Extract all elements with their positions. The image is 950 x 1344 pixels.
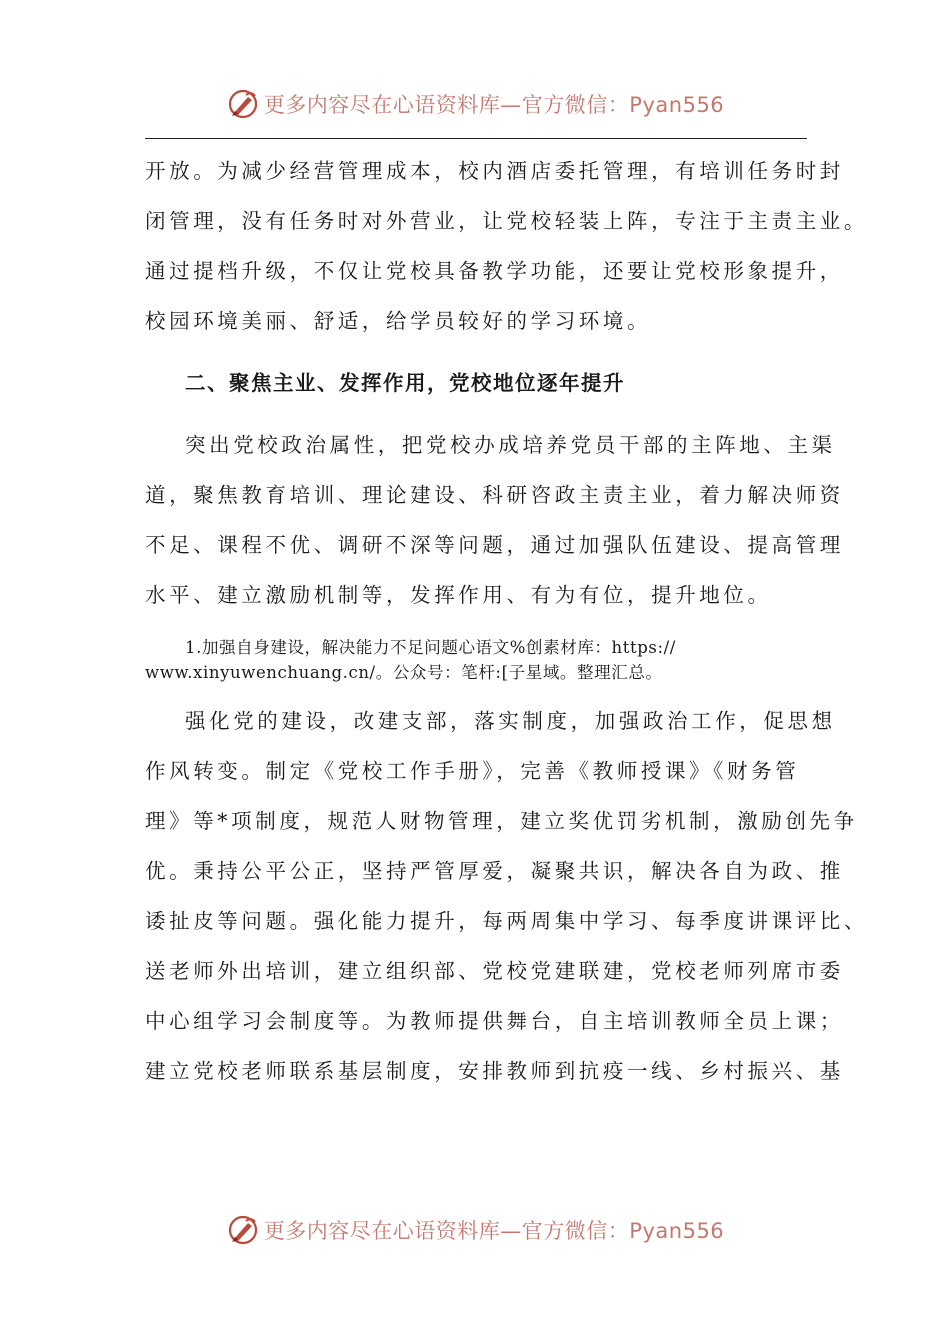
body-line: 闭管理，没有任务时对外营业，让党校轻装上阵，专注于主责主业。 — [145, 209, 868, 233]
body-line: 校园环境美丽、舒适，给学员较好的学习环境。 — [145, 309, 652, 333]
section-heading: 二、聚焦主业、发挥作用，党校地位逐年提升 — [185, 371, 625, 395]
body-line: 诿扯皮等问题。强化能力提升，每两周集中学习、每季度讲课评比、 — [145, 909, 868, 933]
body-line: 送老师外出培训，建立组织部、党校党建联建，党校老师列席市委 — [145, 959, 844, 983]
body-line: 道，聚焦教育培训、理论建设、科研咨政主责主业，着力解决师资 — [145, 483, 844, 507]
footer-banner-text: 更多内容尽在心语资料库—官方微信：Pyan556 — [263, 1219, 725, 1243]
body-line: 优。秉持公平公正，坚持严管厚爱，凝聚共识，解决各自为政、推 — [145, 859, 844, 883]
body-line: 不足、课程不优、调研不深等问题，通过加强队伍建设、提高管理 — [145, 533, 844, 557]
body-line: 强化党的建设，改建支部，落实制度，加强政治工作，促思想 — [185, 709, 836, 733]
header-banner — [0, 84, 950, 124]
body-line: 中心组学习会制度等。为教师提供舞台，自主培训教师全员上课； — [145, 1009, 844, 1033]
body-line: 理》等*项制度，规范人财物管理，建立奖优罚劣机制，激励创先争 — [145, 809, 858, 833]
body-line: 作风转变。制定《党校工作手册》，完善《教师授课》《财务管 — [145, 759, 800, 783]
header-divider — [145, 138, 807, 139]
body-line: 开放。为减少经营管理成本，校内酒店委托管理，有培训任务时封 — [145, 159, 844, 183]
body-line: 水平、建立激励机制等，发挥作用、有为有位，提升地位。 — [145, 583, 772, 607]
pen-nib-logo-icon — [226, 87, 260, 121]
body-line: 通过提档升级，不仅让党校具备教学功能，还要让党校形象提升， — [145, 259, 844, 283]
body-line: 突出党校政治属性，把党校办成培养党员干部的主阵地、主渠 — [185, 433, 836, 457]
subsection-heading: 1.加强自身建设，解决能力不足问题心语文%创素材库：https:// — [185, 638, 676, 657]
footer-banner — [0, 1210, 950, 1250]
body-line: 建立党校老师联系基层制度，安排教师到抗疫一线、乡村振兴、基 — [145, 1059, 844, 1083]
header-banner-text: 更多内容尽在心语资料库—官方微信：Pyan556 — [263, 93, 725, 117]
pen-nib-logo-icon — [226, 1213, 260, 1247]
subsection-heading-cont: www.xinyuwenchuang.cn/。公众号：笔杆:[子星域。整理汇总。 — [145, 663, 663, 682]
